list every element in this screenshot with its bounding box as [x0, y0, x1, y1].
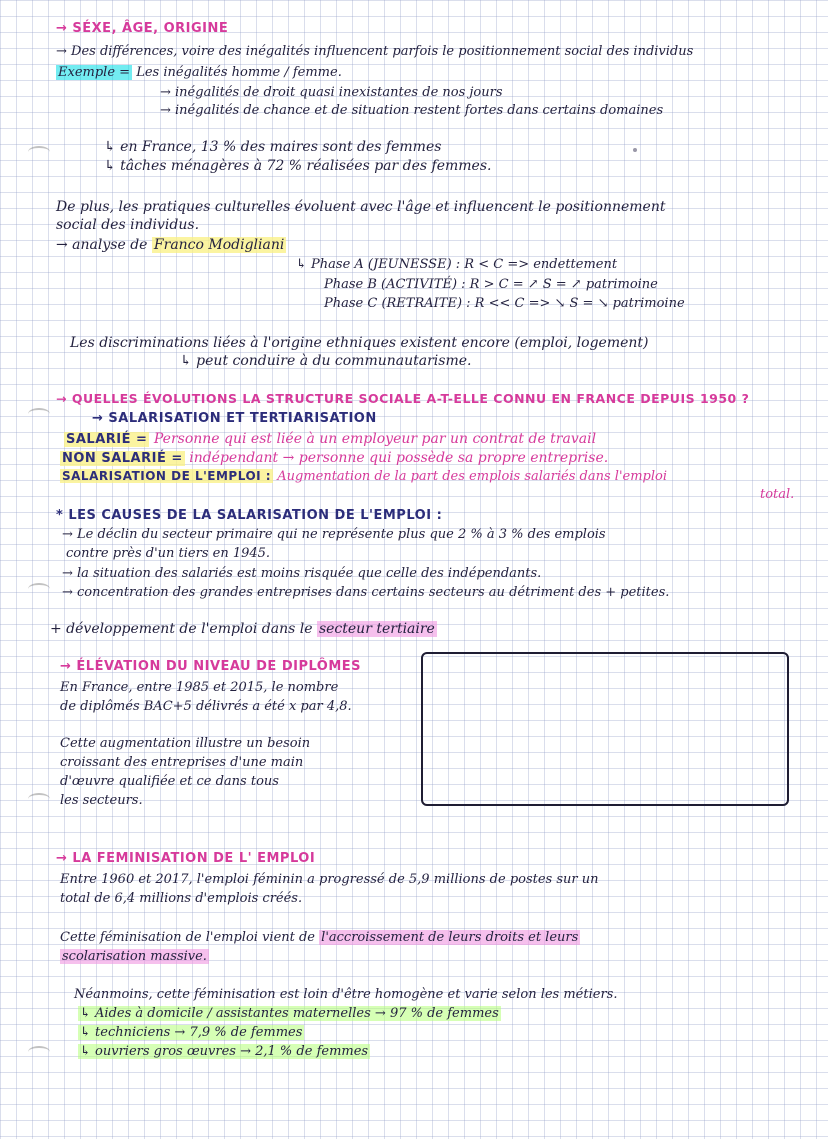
example-text: Les inégalités homme / femme.: [136, 65, 342, 80]
tertiary-highlight: secteur tertiaire: [318, 621, 435, 637]
cause-highlight: scolarisation massive.: [62, 949, 207, 964]
definition-term: SALARIÉ =: [66, 432, 148, 447]
section-title-causes: * LES CAUSES DE LA SALARISATION DE L'EMPLOI :: [56, 508, 443, 523]
definition-term: NON SALARIÉ =: [62, 451, 183, 466]
text-line: Entre 1960 et 2017, l'emploi féminin a progressé de 5,9 millions de postes sur un: [60, 872, 599, 887]
text-line: De plus, les pratiques culturelles évoluent avec l'âge et influencent le positionnement: [56, 199, 666, 215]
phase-c: Phase C (RETRAITE) : R << C => ↘ S = ↘ patrimoine: [324, 296, 685, 311]
section-title-diplomes: → ÉLÉVATION DU NIVEAU DE DIPLÔMES: [60, 659, 362, 674]
text-line: Les discriminations liées à l'origine ethniques existent encore (emploi, logement): [70, 335, 649, 351]
text-line: Néanmoins, cette féminisation est loin d'être homogène et varie selon les métiers.: [74, 987, 618, 1002]
punch-hole-mark: [28, 793, 50, 805]
text-line: de diplômés BAC+5 délivrés a été x par 4,8.: [60, 699, 352, 714]
section-subtitle-salarisation: → SALARISATION ET TERTIARISATION: [92, 411, 377, 426]
definition-term: SALARISATION DE L'EMPLOI :: [62, 469, 272, 483]
text-line: → la situation des salariés est moins risquée que celle des indépendants.: [62, 566, 542, 581]
text-line: → Des différences, voire des inégalités influencent parfois le positionnement social des individus: [56, 44, 694, 59]
feminisation-cause-line-2: [60, 948, 209, 966]
section-title-feminisation: → LA FEMINISATION DE L' EMPLOI: [56, 851, 316, 866]
definition-text: Augmentation de la part des emplois salariés dans l'emploi: [277, 469, 667, 484]
cause-prefix: Cette féminisation de l'emploi vient de: [60, 930, 316, 945]
definition-salarie: [64, 430, 596, 449]
tertiary-line: [50, 620, 437, 638]
stat-text: ↳ ouvriers gros œuvres → 2,1 % de femmes: [80, 1044, 369, 1059]
text-line: les secteurs.: [60, 793, 143, 808]
text-line: → inégalités de chance et de situation restent fortes dans certains domaines: [160, 103, 664, 118]
text-line: Cette augmentation illustre un besoin: [60, 736, 311, 751]
definition-salarisation: [60, 467, 667, 486]
punch-hole-mark: [28, 1046, 50, 1058]
text-line: croissant des entreprises d'une main: [60, 755, 304, 770]
text-line: ↳ peut conduire à du communautarisme.: [180, 353, 472, 369]
punch-hole-mark: [28, 408, 50, 420]
definition-text: indépendant → personne qui possède sa propre entreprise.: [189, 450, 609, 466]
section-title-sexe-age-origine: → SÉXE, ÂGE, ORIGINE: [56, 21, 229, 36]
text-line: En France, entre 1985 et 2015, le nombre: [60, 680, 339, 695]
punch-hole-mark: [28, 146, 50, 158]
text-line: contre près d'un tiers en 1945.: [66, 546, 271, 561]
text-line: social des individus.: [56, 217, 200, 233]
text-line: → concentration des grandes entreprises dans certains secteurs au détriment des + petites.: [62, 585, 670, 600]
definition-text-continued: total.: [760, 487, 795, 502]
text-line: → inégalités de droit quasi inexistantes de nos jours: [160, 85, 503, 100]
phase-b: Phase B (ACTIVITÉ) : R > C = ↗ S = ↗ patrimoine: [324, 277, 658, 292]
punch-hole-mark: [28, 583, 50, 595]
section-title-evolutions: → QUELLES ÉVOLUTIONS LA STRUCTURE SOCIALE A-T-ELLE CONNU EN FRANCE DEPUIS 1950 ?: [56, 391, 750, 406]
definition-non-salarie: [60, 449, 608, 468]
analysis-prefix: → analyse de: [56, 237, 148, 253]
text-line: → Le déclin du secteur primaire qui ne représente plus que 2 % à 3 % des emplois: [62, 527, 606, 542]
stat-line-ouvriers: [78, 1043, 370, 1061]
text-line: total de 6,4 millions d'emplois créés.: [60, 891, 303, 906]
analysis-line: [56, 236, 286, 254]
stat-line-aides: [78, 1005, 501, 1023]
definition-text: Personne qui est liée à un employeur par un contrat de travail: [153, 431, 597, 447]
text-line: d'œuvre qualifiée et ce dans tous: [60, 774, 279, 789]
text-line: ↳ en France, 13 % des maires sont des femmes: [104, 139, 442, 155]
services-box: [421, 652, 789, 806]
example-label: Exemple =: [58, 65, 131, 80]
author-name: Franco Modigliani: [153, 237, 285, 253]
example-line: [56, 64, 342, 82]
feminisation-cause-line: [60, 929, 580, 947]
phase-a: ↳ Phase A (JEUNESSE) : R < C => endettement: [296, 257, 618, 272]
stat-text: ↳ Aides à domicile / assistantes maternelles → 97 % de femmes: [80, 1006, 499, 1021]
cause-highlight: l'accroissement de leurs droits et leurs: [321, 930, 579, 945]
tertiary-prefix: + développement de l'emploi dans le: [50, 621, 313, 637]
ink-dot: [633, 148, 637, 152]
stat-line-techniciens: [78, 1024, 304, 1042]
stat-text: ↳ techniciens → 7,9 % de femmes: [80, 1025, 303, 1040]
text-line: ↳ tâches ménagères à 72 % réalisées par des femmes.: [104, 158, 492, 174]
